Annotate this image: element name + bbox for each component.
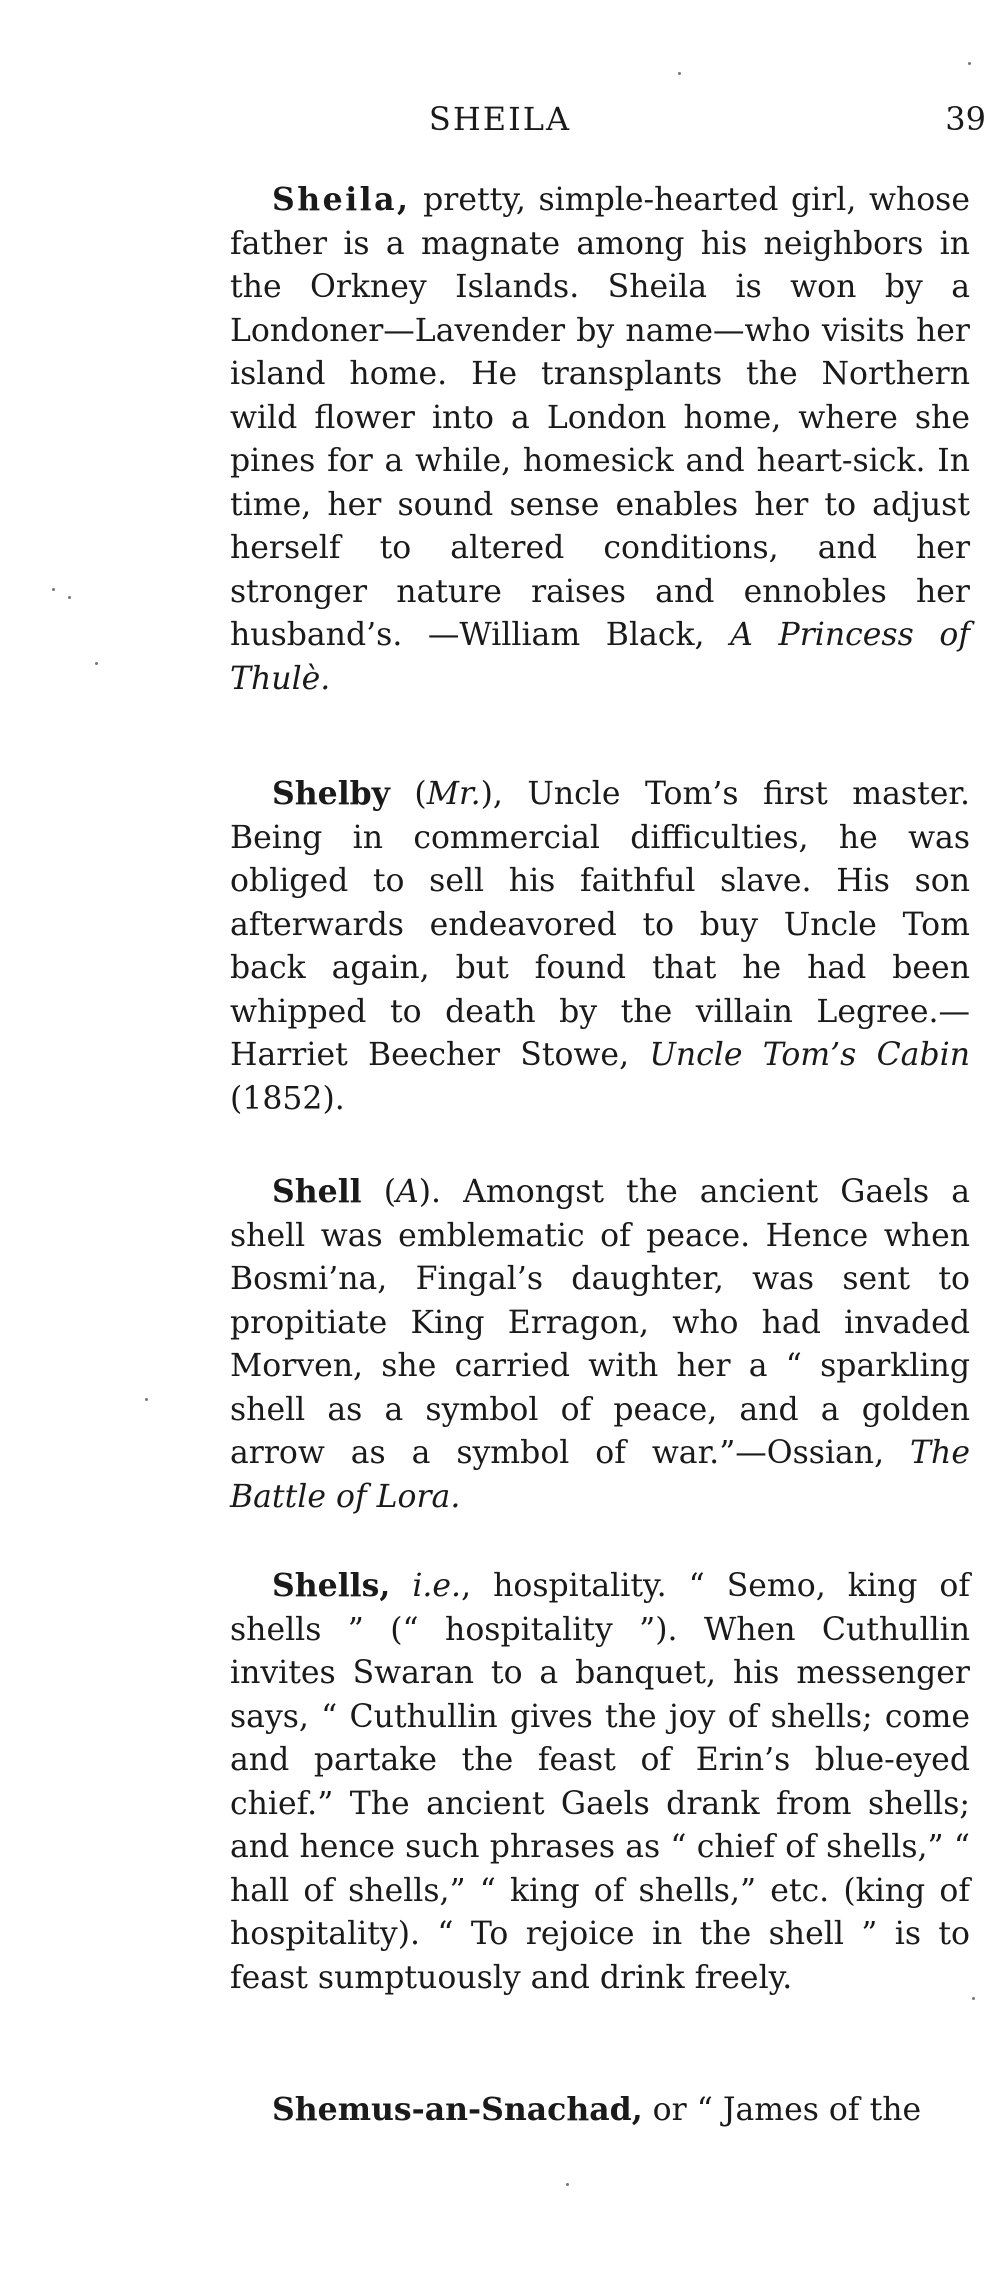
entry-headword: Shelby (272, 775, 390, 812)
entry-gloss-lead (390, 1568, 412, 1604)
entry-sheila (230, 178, 970, 701)
entry-shemus (230, 2088, 970, 2133)
entry-source: Uncle Tom’s Cabin (649, 1037, 970, 1073)
page-header (0, 100, 1000, 150)
entry-shelby (230, 772, 970, 1121)
scan-speck (95, 662, 98, 665)
scan-speck (678, 72, 681, 75)
entry-text: ), Uncle Tom’s first master. Being in commercial difficulties, he was obliged to sell his faithful slave. His son afterwards endeavored to buy Uncle Tom back again, but found that he had been whipped to death by the villain Legree.— Harriet Beecher Stowe, (230, 776, 970, 1073)
entry-paragraph (230, 772, 970, 1121)
entry-text: or “ James of the (642, 2092, 922, 2128)
entry-qualifier: Mr. (426, 776, 481, 812)
entry-tail: (1852). (230, 1080, 345, 1117)
scan-speck (68, 596, 71, 599)
running-title: SHEILA (428, 100, 572, 138)
entry-headword: Shemus-an-Snachad, (272, 2091, 643, 2128)
entry-headword: Shell (272, 1173, 362, 1210)
entry-headword: Shells, (272, 1567, 391, 1604)
entry-text: , hospitality. “ Semo, king of shells ” (“ hospitality ”). When Cuthullin invites Swaran to a banquet, his messenger says, “ Cuthullin gives the joy of shells; come and partake the feast of Erin’s blue-eyed chief.” The ancient Gaels drank from shells; and hence such phrases as “ chief of shells,” “ hall of shells,” “ king of shells,” etc. (king of hospitality). “ To rejoice in the shell ” is to feast sumptuously and drink freely. (230, 1568, 971, 1996)
entry-paragraph (230, 1564, 970, 2000)
entry-qualifier: A (396, 1174, 419, 1210)
scan-speck (566, 2183, 569, 2186)
entry-gloss: i.e. (412, 1568, 462, 1604)
entry-shell (230, 1170, 970, 1519)
scan-speck (968, 62, 971, 65)
scan-speck (145, 1398, 148, 1401)
page-number: 39 (945, 100, 986, 138)
entry-paragraph (230, 1170, 970, 1519)
entry-paren-open: ( (390, 776, 427, 812)
entry-paren-open: ( (361, 1174, 397, 1210)
entry-shells (230, 1564, 970, 2000)
scan-speck (972, 1997, 975, 2000)
entry-paragraph (230, 2088, 970, 2133)
entry-source: A Princess of Thulè. (230, 617, 970, 697)
entry-text: ). Amongst the ancient Gaels a shell was emblematic of peace. Hence when Bosmi’na, Fingal’s daughter, was sent to propitiate King Erragon, who had invaded Morven, she carried with her a “ sparkling shell as a symbol of peace, and a golden arrow as a symbol of war.”—Ossian, (230, 1174, 970, 1471)
entry-source: The Battle of Lora. (230, 1435, 970, 1515)
entry-paragraph (230, 178, 970, 701)
entry-headword: Sheila, (272, 181, 411, 218)
scan-speck (52, 588, 55, 591)
entry-text: pretty, simple-hearted girl, whose father is a magnate among his neighbors in the Orkney Islands. Sheila is won by a Londoner—Lavender by name—who visits her island home. He transplants the Northern wild flower into a London home, where she pines for a while, homesick and heart-sick. In time, her sound sense enables her to adjust herself to altered conditions, and her stronger nature raises and ennobles her husband’s. —William Black, (230, 182, 970, 653)
